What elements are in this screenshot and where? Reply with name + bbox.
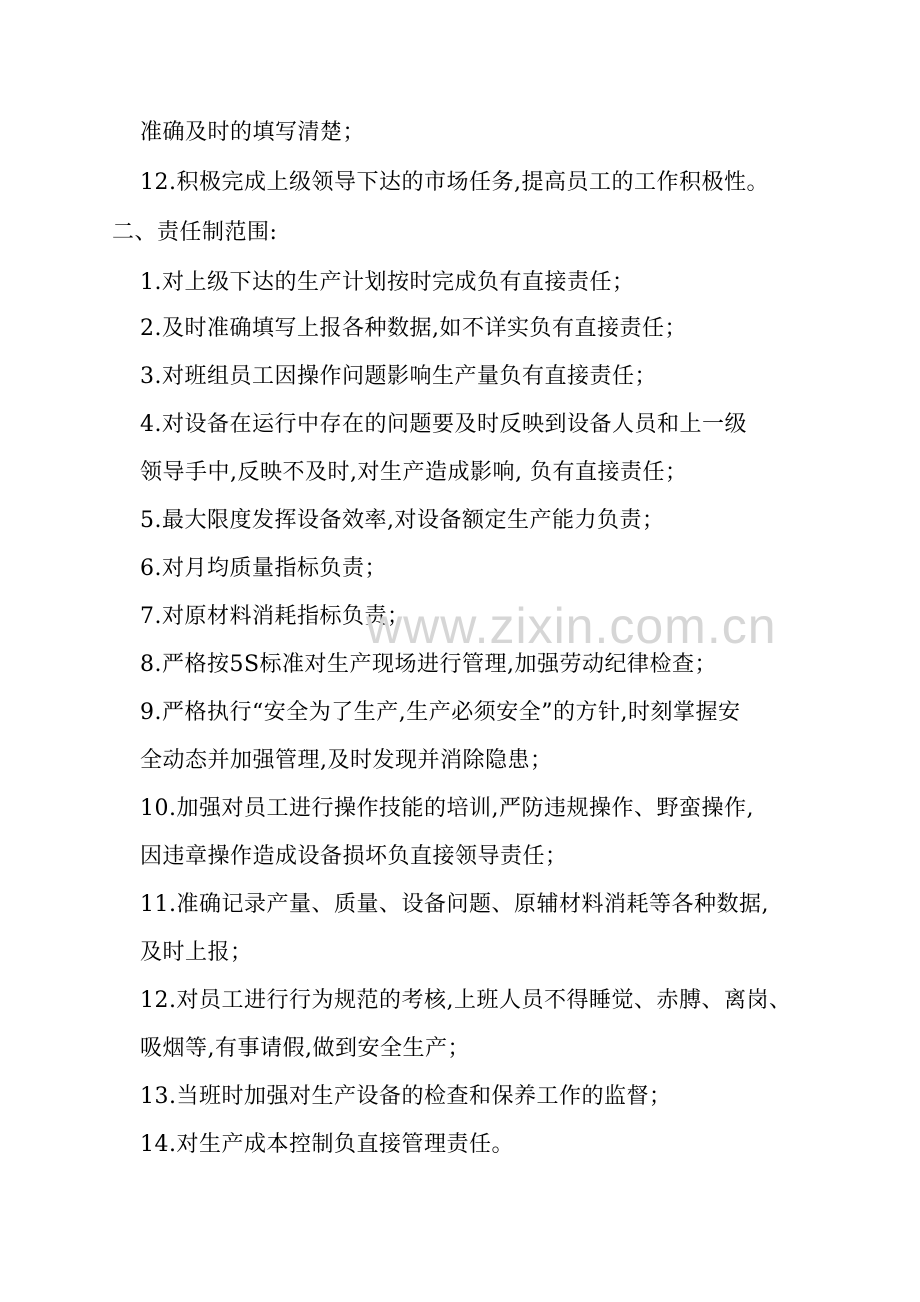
text-line: 5.最大限度发挥设备效率,对设备额定生产能力负责； — [140, 508, 665, 533]
section-heading: 二、责任制范围: — [112, 220, 278, 245]
text-line: 1.对上级下达的生产计划按时完成负有直接责任； — [140, 270, 635, 295]
text-line: 6.对月均质量指标负责； — [140, 556, 387, 581]
text-line: 全动态并加强管理,及时发现并消除隐患； — [140, 748, 553, 773]
text-line: 12.积极完成上级领导下达的市场任务,提高员工的工作积极性。 — [140, 170, 769, 195]
text-line: 14.对生产成本控制负直接管理责任。 — [140, 1132, 514, 1157]
text-line: 7.对原材料消耗指标负责； — [140, 604, 410, 629]
text-line: 10.加强对员工进行操作技能的培训,严防违规操作、野蛮操作, — [140, 796, 754, 821]
text-line: 4.对设备在运行中存在的问题要及时反映到设备人员和上一级 — [140, 412, 747, 437]
watermark: www.zixin.com.cn — [366, 598, 777, 654]
text-line: 11.准确记录产量、质量、设备问题、原辅材料消耗等各种数据, — [140, 892, 769, 917]
text-line: 12.对员工进行行为规范的考核,上班人员不得睡觉、赤膊、离岗、 — [140, 988, 792, 1013]
text-line: 及时上报； — [140, 940, 253, 965]
text-line: 8.严格按5S标准对生产现场进行管理,加强劳动纪律检查； — [140, 652, 718, 677]
text-line: 准确及时的填写清楚； — [140, 120, 366, 145]
text-line: 因违章操作造成设备损坏负直接领导责任； — [140, 844, 568, 869]
text-line: 9.严格执行“安全为了生产,生产必须安全”的方针,时刻掌握安 — [140, 700, 741, 725]
text-line: 领导手中,反映不及时,对生产造成影响, 负有直接责任； — [140, 460, 688, 485]
text-line: 3.对班组员工因操作问题影响生产量负有直接责任； — [140, 364, 657, 389]
text-line: 2.及时准确填写上报各种数据,如不详实负有直接责任； — [140, 316, 687, 341]
text-line: 吸烟等,有事请假,做到安全生产； — [140, 1036, 470, 1061]
text-line: 13.当班时加强对生产设备的检查和保养工作的监督； — [140, 1084, 672, 1109]
